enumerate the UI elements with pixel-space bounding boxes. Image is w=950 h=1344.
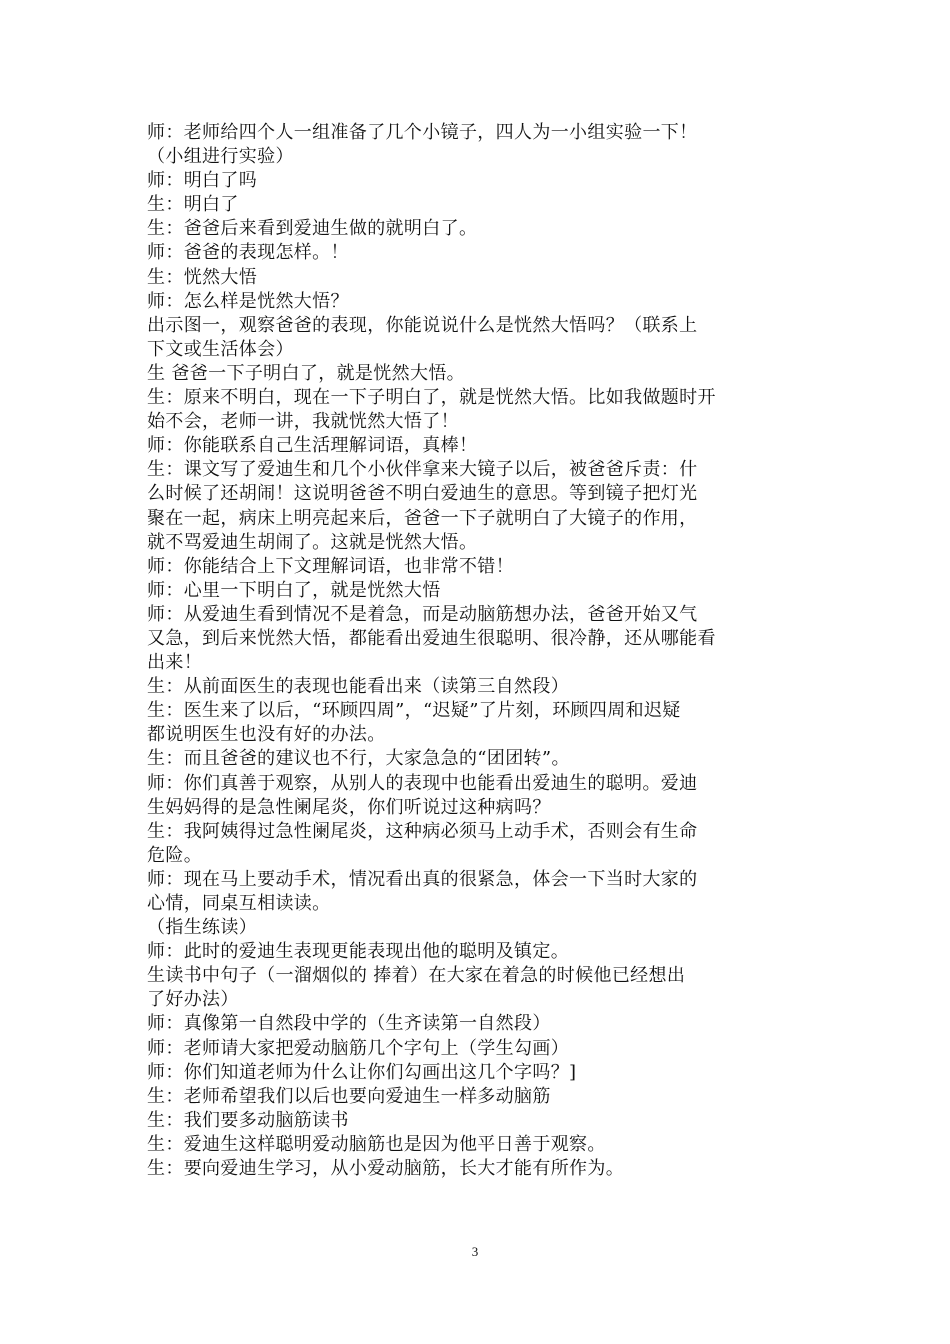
text-line: 师：现在马上要动手术，情况看出真的很紧急，体会一下当时大家的 (147, 868, 698, 890)
text-line: 了好办法） (147, 989, 239, 1011)
text-line: 生：老师希望我们以后也要向爱迪生一样多动脑筋 (147, 1085, 551, 1107)
text-line: 师：明白了吗 (147, 170, 258, 192)
text-line: 师：爸爸的表现怎样。！ (147, 242, 349, 264)
text-line: 就不骂爱迪生胡闹了。这就是恍然大悟。 (147, 531, 478, 553)
text-line: 下文或生活体会） (147, 338, 294, 360)
text-line: 心情，同桌互相读读。 (147, 893, 331, 914)
text-line: 生妈妈得的是急性阑尾炎，你们听说过这种病吗？ (147, 796, 551, 818)
text-line: 生读书中句子（一溜烟似的 捧着）在大家在着急的时候他已经想出 (147, 965, 686, 987)
text-line: 师：此时的爱迪生表现更能表现出他的聪明及镇定。 (147, 941, 570, 963)
text-line: 生：恍然大悟 (147, 266, 258, 288)
text-line: 师：老师给四个人一组准备了几个小镜子，四人为一小组实验一下！ (147, 122, 698, 143)
text-line: 么时候了还胡闹！这说明爸爸不明白爱迪生的意思。等到镜子把灯光 (147, 483, 698, 505)
text-line: 生：要向爱迪生学习，从小爱动脑筋，长大才能有所作为。 (147, 1158, 625, 1180)
text-line: 生：我阿姨得过急性阑尾炎，这种病必须马上动手术，否则会有生命 (147, 820, 698, 842)
page-number: 3 (471, 1244, 479, 1259)
text-line: 师：从爱迪生看到情况不是着急，而是动脑筋想办法，爸爸开始又气 (147, 603, 698, 625)
text-line: 师：你们知道老师为什么让你们勾画出这几个字吗？] (147, 1061, 577, 1083)
text-line: 师：怎么样是恍然大悟？ (147, 290, 349, 312)
text-line: 师：你们真善于观察，从别人的表现中也能看出爱迪生的聪明。爱迪 (147, 772, 698, 794)
text-line: 师：真像第一自然段中学的（生齐读第一自然段） (147, 1013, 551, 1035)
text-line: 生：课文写了爱迪生和几个小伙伴拿来大镜子以后，被爸爸斥责：什 (147, 459, 698, 481)
text-line: 生：明白了 (147, 194, 239, 216)
text-line: （小组进行实验） (147, 146, 294, 168)
text-line: （指生练读） (147, 917, 258, 939)
text-line: 出来！ (147, 652, 203, 674)
text-line: 始不会，老师一讲，我就恍然大悟了！ (147, 411, 459, 433)
text-line: 生 爸爸一下子明白了，就是恍然大悟。 (147, 362, 466, 384)
text-line: 生：从前面医生的表现也能看出来（读第三自然段） (147, 676, 570, 698)
text-line: 都说明医生也没有好的办法。 (147, 724, 386, 746)
text-line: 生：而且爸爸的建议也不行，大家急急的“团团转”。 (147, 748, 570, 770)
text-line: 师：老师请大家把爱动脑筋几个字句上（学生勾画） (147, 1037, 570, 1059)
document-body (147, 121, 812, 1181)
text-line: 聚在一起，病床上明亮起来后，爸爸一下子就明白了大镜子的作用， (147, 507, 698, 529)
text-line: 师：你能结合上下文理解词语，也非常不错！ (147, 555, 514, 577)
text-line: 师：心里一下明白了，就是恍然大悟 (147, 579, 441, 601)
text-line: 又急，到后来恍然大悟，都能看出爱迪生很聪明、很冷静，还从哪能看 (147, 627, 716, 649)
text-line: 生：医生来了以后，“环顾四周”，“迟疑”了片刻，环顾四周和迟疑 (147, 700, 681, 722)
text-line: 师：你能联系自己生活理解词语，真棒！ (147, 435, 478, 457)
text-line: 生：爱迪生这样聪明爱动脑筋也是因为他平日善于观察。 (147, 1133, 606, 1155)
text-line: 危险。 (147, 844, 203, 866)
text-line: 生：我们要多动脑筋读书 (147, 1109, 349, 1131)
text-line: 生：爸爸后来看到爱迪生做的就明白了。 (147, 218, 478, 240)
text-line: 生：原来不明白，现在一下子明白了，就是恍然大悟。比如我做题时开 (147, 387, 716, 409)
text-line: 出示图一，观察爸爸的表现，你能说说什么是恍然大悟吗？（联系上 (147, 314, 698, 336)
